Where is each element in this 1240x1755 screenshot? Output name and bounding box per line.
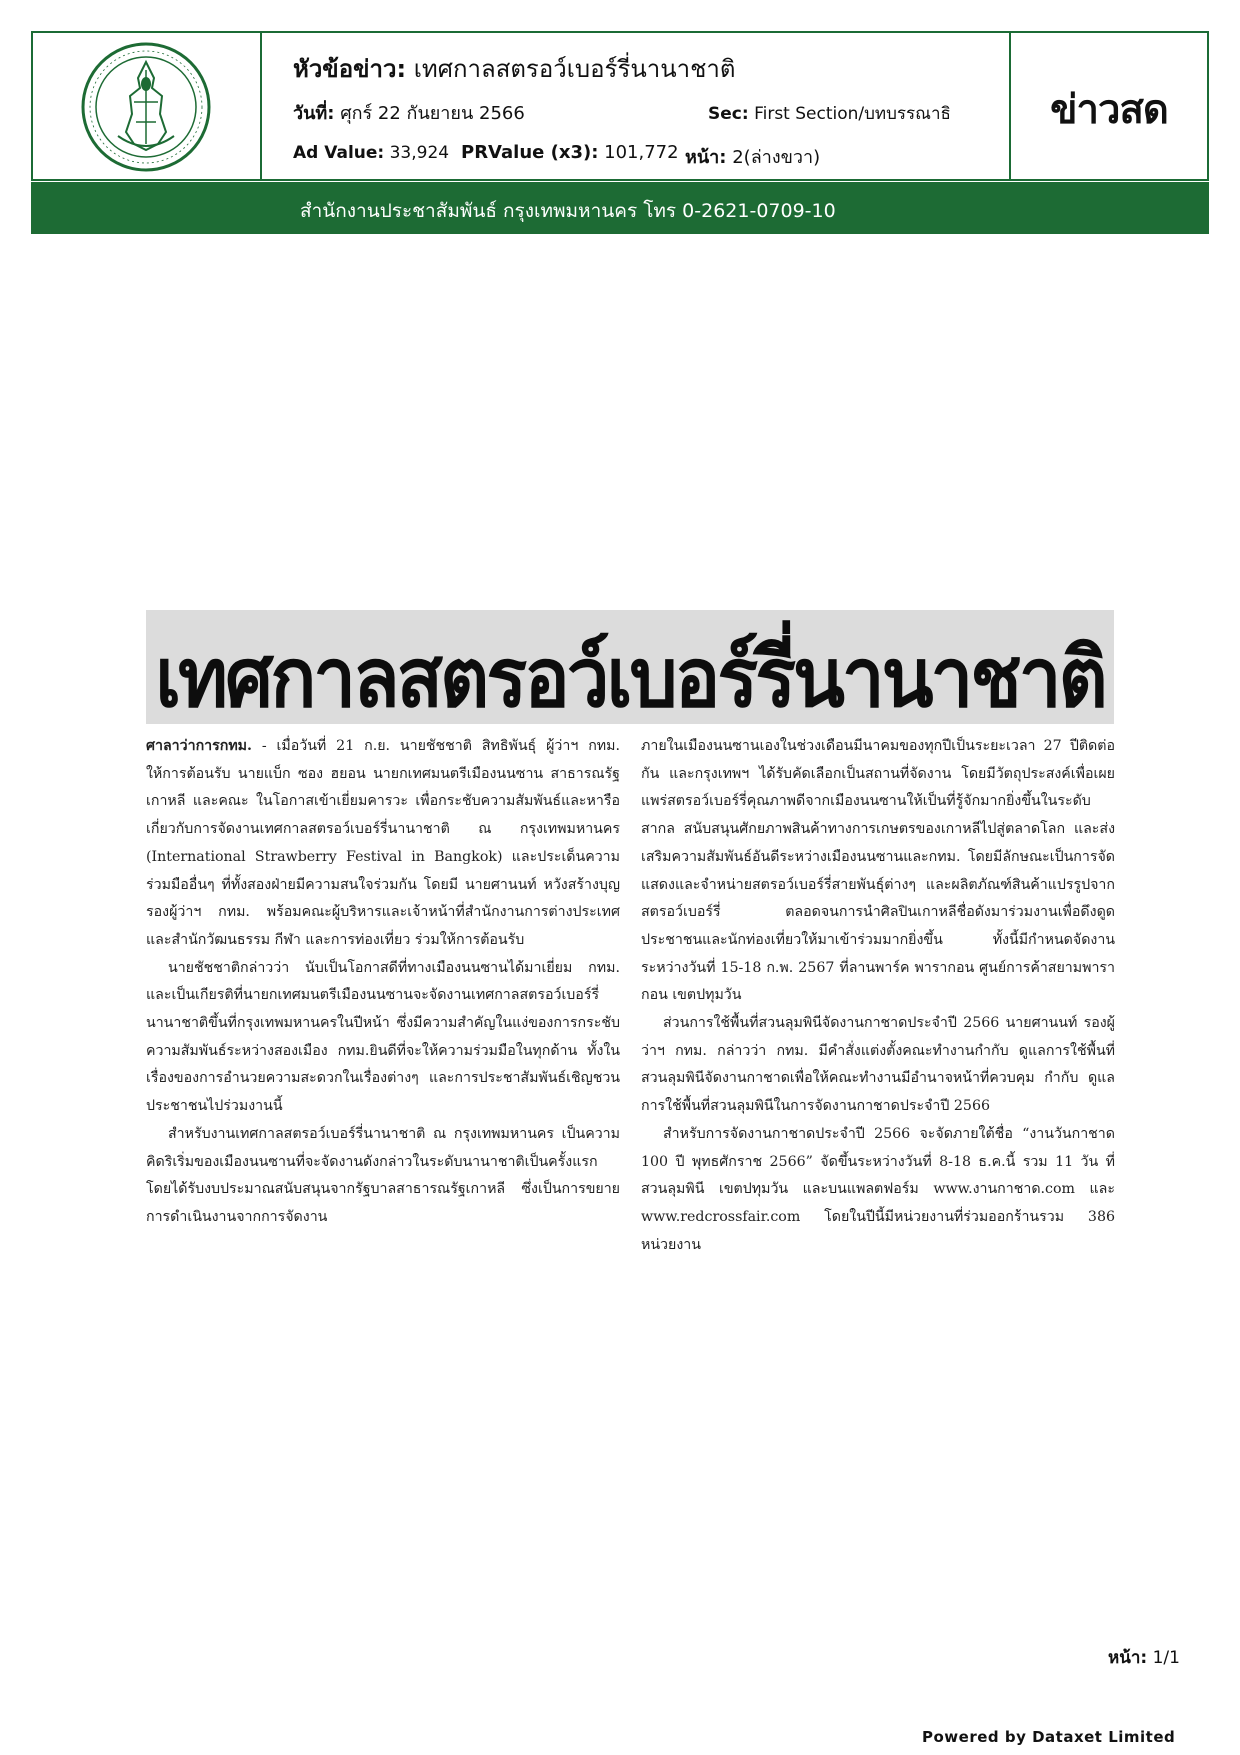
headline-row [293, 49, 735, 88]
page-number [1108, 1644, 1180, 1671]
article-paragraph: นายชัชชาติกล่าวว่า นับเป็นโอกาสดีที่ทางเมืองนนซานได้มาเยี่ยม กทม. และเป็นเกียรติที่นายกเทศมนตรีเมืองนนซานจะจัดงานเทศกาลสตรอว์เบอร์รี่นานาชาติขึ้นที่กรุงเทพมหานครในปีหน้า ซึ่งมีความสำคัญในแง่ของการกระชับความสัมพันธ์ระหว่างสองเมือง กทม.ยินดีที่จะให้ความร่วมมือในทุกด้าน ทั้งในเรื่องของการอำนวยความสะดวกในเรื่องต่างๆ และการประชาสัมพันธ์เชิญชวนประชาชนไปร่วมงานนี้ [146, 959, 620, 1115]
pr-value-row [461, 142, 679, 163]
office-bar [31, 182, 1209, 234]
article-paragraph: ส่วนการใช้พื้นที่สวนลุมพินีจัดงานกาชาดประจำปี 2566 นายศานนท์ รองผู้ว่าฯ กทม. กล่าวว่า กทม. มีคำสั่งแต่งตั้งคณะทำงานกำกับ ดูแลการใช้พื้นที่สวนลุมพินีจัดงานกาชาดเพื่อให้คณะทำงานมีอำนาจหน้าที่ควบคุม กำกับ ดูแลการใช้พื้นที่สวนลุมพินีในการจัดงานกาชาดประจำปี 2566 [641, 1015, 1115, 1115]
ad-value-label: Ad Value: [293, 143, 385, 163]
news-header-box [31, 31, 1209, 181]
info-cell [262, 33, 1011, 179]
article-headline: เทศกาลสตรอว์เบอร์รี่นานาชาติ [155, 629, 1105, 726]
headline-value: เทศกาลสตรอว์เบอร์รี่นานาชาติ [413, 55, 736, 83]
section-label: Sec: [708, 104, 749, 124]
pr-value-label: PRValue (x3): [461, 142, 599, 163]
office-line: สำนักงานประชาสัมพันธ์ กรุงเทพมหานคร โทร 0-2621-0709-10 [300, 200, 836, 222]
page-value: 2(ล่างขวา) [732, 147, 821, 168]
logo-cell [33, 33, 262, 179]
page-number-value: 1/1 [1152, 1648, 1180, 1668]
page-row [685, 142, 820, 171]
bangkok-seal-icon [78, 40, 214, 174]
article-column-right [641, 733, 1115, 1259]
ad-value: 33,924 [389, 143, 450, 163]
article-column-left [146, 733, 620, 1232]
article-paragraph: สำหรับงานเทศกาลสตรอว์เบอร์รี่นานาชาติ ณ กรุงเทพมหานคร เป็นความคิดริเริ่มของเมืองนนซานที่จะจัดงานดังกล่าวในระดับนานาชาติเป็นครั้งแรก โดยได้รับงบประมาณสนับสนุนจากรัฐบาลสาธารณรัฐเกาหลี ซึ่งเป็นการขยายการดำเนินงานจากการจัดงาน [146, 1125, 620, 1225]
date-value: ศุกร์ 22 กันยายน 2566 [340, 103, 525, 124]
dateline: ศาลาว่าการกทม. [146, 738, 252, 754]
ad-value-row [293, 143, 449, 163]
date-label: วันที่: [293, 103, 335, 124]
pr-value: 101,772 [604, 142, 679, 163]
article-paragraph: ภายในเมืองนนซานเองในช่วงเดือนมีนาคมของทุกปีเป็นระยะเวลา 27 ปีติดต่อกัน และกรุงเทพฯ ได้รับคัดเลือกเป็นสถานที่จัดงาน โดยมีวัตถุประสงค์เพื่อเผยแพร่สตรอว์เบอร์รี่คุณภาพดีจากเมืองนนซานให้เป็นที่รู้จักมากยิ่งขึ้นในระดับสากล สนับสนุนศักยภาพสินค้าทางการเกษตรของเกาหลีไปสู่ตลาดโลก และส่งเสริมความสัมพันธ์อันดีระหว่างเมืองนนซานและกทม. โดยมีลักษณะเป็นการจัดแสดงและจำหน่ายสตรอว์เบอร์รี่สายพันธุ์ต่างๆ และผลิตภัณฑ์สินค้าแปรรูปจากสตรอว์เบอร์รี่ ตลอดจนการนำศิลปินเกาหลีชื่อดังมาร่วมงานเพื่อดึงดูดประชาชนและนักท่องเที่ยวให้มาเข้าร่วมมากยิ่งขึ้น ทั้งนี้มีกำหนดจัดงาน ระหว่างวันที่ 15-18 ก.พ. 2567 ที่ลานพาร์ค พารากอน ศูนย์การค้าสยามพารากอน เขตปทุมวัน [641, 738, 1115, 1004]
publication-cell [1011, 33, 1207, 179]
article-paragraph: ศาลาว่าการกทม. - เมื่อวันที่ 21 ก.ย. นายชัชชาติ สิทธิพันธุ์ ผู้ว่าฯ กทม. ให้การต้อนรับ นายแบ็ก ซอง ฮยอน นายกเทศมนตรีเมืองนนซาน สาธารณรัฐเกาหลี และคณะ ในโอกาสเข้าเยี่ยมคารวะ เพื่อกระชับความสัมพันธ์และหารือเกี่ยวกับการจัดงานเทศกาลสตรอว์เบอร์รี่นานาชาติ ณ กรุงเทพมหานคร (International Strawberry Festival in Bangkok) และประเด็นความร่วมมืออื่นๆ ที่ทั้งสองฝ่ายมีความสนใจร่วมกัน โดยมี นายศานนท์ หวังสร้างบุญ รองผู้ว่าฯ กทม. พร้อมคณะผู้บริหารและเจ้าหน้าที่สำนักงานการต่างประเทศ และสำนักวัฒนธรรม กีฬา และการท่องเที่ยว ร่วมให้การต้อนรับ [146, 738, 620, 948]
article-headline-banner [146, 610, 1114, 724]
section-row [708, 100, 951, 127]
powered-by: Powered by Dataxet Limited [922, 1728, 1176, 1746]
publication-name: ข่าวสด [1050, 87, 1168, 133]
headline-label: หัวข้อข่าว: [293, 55, 407, 83]
page-label: หน้า: [685, 147, 727, 168]
date-row [293, 98, 525, 127]
page-number-label: หน้า: [1108, 1648, 1148, 1668]
section-value: First Section/บทบรรณาธิ [754, 104, 951, 124]
article-paragraph: สำหรับการจัดงานกาชาดประจำปี 2566 จะจัดภายใต้ชื่อ “งานวันกาชาด 100 ปี พุทธศักราช 2566” จัดขึ้นระหว่างวันที่ 8-18 ธ.ค.นี้ รวม 11 วัน ที่สวนลุมพินี เขตปทุมวัน และบนแพลตฟอร์ม www.งานกาชาด.com และ www.redcrossfair.com โดยในปีนี้มีหน่วยงานที่ร่วมออกร้านรวม 386 หน่วยงาน [641, 1125, 1115, 1253]
